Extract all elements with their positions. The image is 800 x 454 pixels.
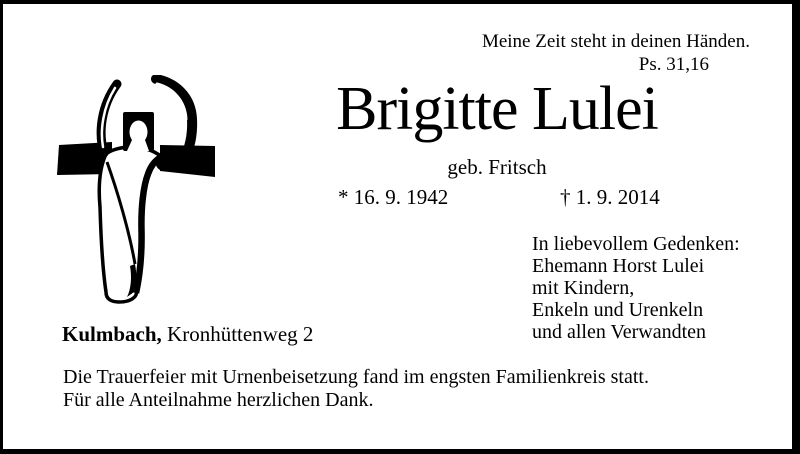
- risen-christ-cross-icon: [57, 75, 217, 310]
- frame-left-rule: [0, 0, 3, 454]
- epigraph-text: Meine Zeit steht in deinen Händen.: [481, 31, 750, 52]
- epigraph: [482, 30, 750, 76]
- mourners-line: und allen Verwandten: [532, 321, 707, 343]
- frame-top-rule: [0, 0, 800, 4]
- address-line: [62, 322, 313, 347]
- frame-right-rule: [792, 0, 800, 454]
- closing-block: [63, 366, 649, 412]
- closing-line: Für alle Anteilnahme herzlichen Dank.: [63, 389, 374, 411]
- frame-bottom-rule: [0, 449, 800, 454]
- mourners-line: Ehemann Horst Lulei: [532, 255, 705, 277]
- epigraph-source: Ps. 31,16: [638, 54, 709, 75]
- deceased-name: Brigitte Lulei: [336, 75, 658, 143]
- death-date: † 1. 9. 2014: [560, 185, 660, 209]
- mourners-line: In liebevollem Gedenken:: [532, 233, 740, 255]
- mourners-line: Enkeln und Urenkeln: [532, 299, 704, 321]
- birth-date: * 16. 9. 1942: [338, 185, 449, 209]
- address-street: Kronhüttenweg 2: [161, 322, 314, 346]
- maiden-name: geb. Fritsch: [447, 155, 547, 179]
- closing-line: Die Trauerfeier mit Urnenbeisetzung fand im engsten Familienkreis statt.: [63, 366, 649, 388]
- deceased-name-block: [297, 77, 697, 141]
- mourners-line: mit Kindern,: [532, 277, 635, 299]
- mourners-block: [532, 233, 740, 343]
- address-city: Kulmbach,: [62, 322, 162, 346]
